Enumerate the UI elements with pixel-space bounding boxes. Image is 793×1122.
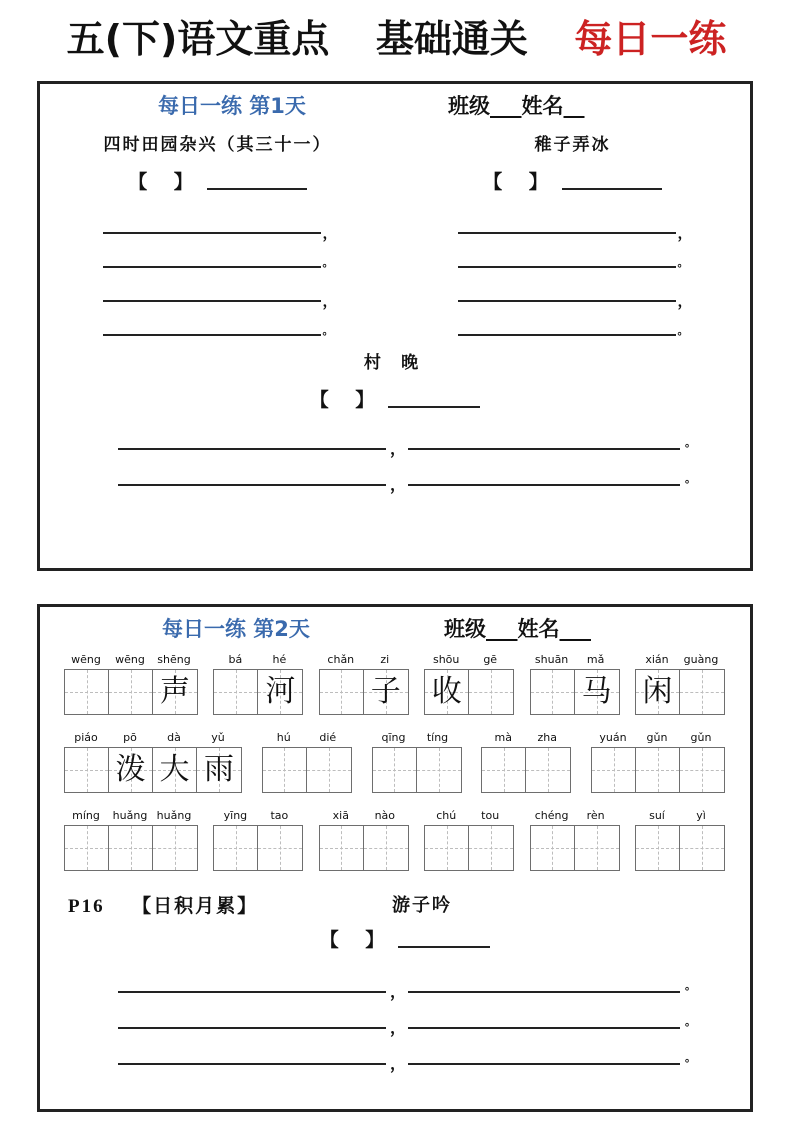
answer-line-wide[interactable]: [40, 1037, 750, 1073]
pinyin-row: [213, 805, 303, 822]
line-punctuation-end: 。: [685, 436, 696, 449]
tianzige-cell-empty[interactable]: [65, 748, 109, 792]
word-group: [213, 805, 303, 871]
pinyin-row: [424, 649, 514, 666]
grid-guide-horizontal: [531, 692, 574, 693]
grid-guide-vertical: [552, 826, 553, 870]
word-group: [64, 649, 198, 715]
answer-rule[interactable]: [103, 300, 321, 302]
pinyin-grid-row-2: [40, 727, 750, 803]
line-punctuation-mid: ，: [390, 982, 407, 1001]
grid-guide-vertical: [341, 826, 342, 870]
pinyin-row: [319, 805, 409, 822]
tianzige-cell-empty[interactable]: [482, 748, 526, 792]
line-punctuation-mid: ，: [390, 475, 407, 494]
tianzige-cell-empty[interactable]: [109, 670, 153, 714]
pinyin-syllable: gē: [483, 653, 498, 666]
pinyin-row: [213, 649, 303, 666]
line-punctuation-mid: ，: [390, 1018, 407, 1037]
answer-rule-right[interactable]: [408, 991, 680, 993]
answer-rule-right[interactable]: [408, 484, 680, 486]
grid-guide-vertical: [284, 748, 285, 792]
tianzige-grid: [319, 669, 409, 715]
tianzige-cell-empty[interactable]: [320, 670, 364, 714]
grid-guide-vertical: [386, 826, 387, 870]
answer-rule-right[interactable]: [408, 448, 680, 450]
pinyin-row: [64, 805, 198, 822]
answer-line[interactable]: [99, 274, 337, 308]
line-punctuation-end: 。: [685, 472, 696, 485]
answer-rule-left[interactable]: [118, 448, 386, 450]
tianzige-grid: [530, 825, 620, 871]
pinyin-syllable: huǎng: [112, 809, 148, 822]
grid-guide-vertical: [236, 670, 237, 714]
character-glyph: 大: [159, 753, 190, 786]
grid-guide-horizontal: [320, 692, 363, 693]
dynasty-bracket[interactable]: 【 】: [319, 929, 395, 951]
grid-guide-vertical: [131, 826, 132, 870]
line-punctuation-end: 。: [685, 1015, 696, 1028]
tianzige-cell-empty[interactable]: [680, 748, 724, 792]
day2-class-name-field[interactable]: 班级___姓名___: [444, 617, 591, 641]
tianzige-cell-filled[interactable]: [153, 748, 197, 792]
tianzige-grid: [64, 669, 198, 715]
accumulate-author-row: [40, 925, 750, 955]
pinyin-syllable: qīng: [381, 731, 406, 744]
line-punctuation: ，: [677, 224, 693, 242]
page-number-label: P16: [68, 896, 105, 917]
grid-guide-horizontal: [482, 770, 525, 771]
poem-title: 游子吟: [392, 895, 452, 915]
tianzige-cell-empty[interactable]: [417, 748, 461, 792]
grid-guide-vertical: [658, 826, 659, 870]
grid-guide-vertical: [702, 826, 703, 870]
pinyin-syllable: hé: [272, 653, 287, 666]
pinyin-syllable: dà: [167, 731, 181, 744]
grid-guide-horizontal: [531, 848, 574, 849]
pinyin-syllable: yīng: [223, 809, 248, 822]
tianzige-grid: [64, 747, 242, 793]
accumulate-answer-lines: [40, 965, 750, 1073]
grid-guide-horizontal: [263, 770, 306, 771]
pinyin-grid-row-1: [40, 649, 750, 725]
pinyin-row: [530, 649, 620, 666]
pinyin-syllable: xiā: [332, 809, 349, 822]
day1-poem-center: [40, 348, 750, 412]
pinyin-syllable: xián: [645, 653, 669, 666]
grid-guide-horizontal: [214, 692, 257, 693]
answer-rule[interactable]: [458, 266, 676, 268]
day1-header: [40, 90, 750, 124]
grid-guide-horizontal: [417, 770, 461, 771]
pinyin-syllable: yì: [696, 809, 706, 822]
word-group: [319, 649, 409, 715]
tianzige-cell-empty[interactable]: [575, 826, 619, 870]
grid-guide-horizontal: [153, 848, 197, 849]
pinyin-syllable: míng: [72, 809, 100, 822]
answer-rule[interactable]: [103, 334, 321, 336]
pinyin-row: [635, 649, 725, 666]
line-punctuation-end: 。: [685, 979, 696, 992]
tianzige-cell-empty[interactable]: [373, 748, 417, 792]
word-group: [530, 805, 620, 871]
grid-guide-horizontal: [65, 848, 108, 849]
character-glyph: 子: [370, 675, 401, 708]
pinyin-syllable: chú: [436, 809, 457, 822]
poem-title: 四时田园杂兴（其三十一）: [103, 135, 332, 154]
pinyin-row: [372, 727, 462, 744]
pinyin-row: [64, 649, 198, 666]
pinyin-syllable: gǔn: [646, 731, 668, 744]
poem-author-row: [395, 167, 750, 194]
grid-guide-horizontal: [109, 692, 152, 693]
pinyin-syllable: rèn: [586, 809, 605, 822]
grid-guide-vertical: [702, 748, 703, 792]
line-punctuation: ，: [322, 224, 338, 242]
grid-guide-vertical: [131, 670, 132, 714]
grid-guide-vertical: [548, 748, 549, 792]
pinyin-row: [262, 727, 352, 744]
answer-line[interactable]: [99, 308, 337, 342]
pinyin-syllable: tíng: [426, 731, 449, 744]
tianzige-cell-empty[interactable]: [214, 670, 258, 714]
tianzige-cell-empty[interactable]: [680, 826, 724, 870]
grid-guide-horizontal: [526, 770, 570, 771]
tianzige-cell-empty[interactable]: [109, 826, 153, 870]
line-punctuation-end: 。: [685, 1051, 696, 1064]
answer-line[interactable]: [99, 240, 337, 274]
line-punctuation: ，: [677, 292, 693, 310]
character-glyph: 河: [265, 675, 296, 708]
grid-guide-horizontal: [320, 848, 363, 849]
grid-guide-vertical: [280, 826, 281, 870]
pinyin-syllable: wēng: [71, 653, 101, 666]
character-glyph: 泼: [115, 753, 146, 786]
word-group: [64, 727, 242, 793]
tianzige-cell-empty[interactable]: [258, 826, 302, 870]
tianzige-grid: [530, 669, 620, 715]
tianzige-cell-filled[interactable]: [153, 670, 197, 714]
grid-guide-horizontal: [258, 848, 302, 849]
pinyin-syllable: suí: [649, 809, 665, 822]
grid-guide-horizontal: [636, 770, 679, 771]
answer-rule[interactable]: [103, 266, 321, 268]
answer-rule[interactable]: [458, 334, 676, 336]
character-glyph: 声: [160, 675, 190, 708]
poem-author-row: [40, 385, 750, 412]
tianzige-cell-empty[interactable]: [320, 826, 364, 870]
word-group: [424, 649, 514, 715]
dynasty-bracket[interactable]: 【 】: [309, 389, 385, 411]
answer-line[interactable]: [454, 308, 692, 342]
tianzige-cell-filled[interactable]: [258, 670, 302, 714]
tianzige-grid: [635, 825, 725, 871]
tianzige-grid: [481, 747, 571, 793]
pinyin-syllable: yuán: [599, 731, 627, 744]
pinyin-row: [635, 805, 725, 822]
answer-rule-right[interactable]: [408, 1027, 680, 1029]
answer-line-wide[interactable]: [40, 458, 750, 494]
author-blank-line[interactable]: [388, 391, 480, 408]
author-blank-line[interactable]: [207, 173, 307, 190]
pinyin-row: [530, 805, 620, 822]
answer-rule[interactable]: [458, 232, 676, 234]
day2-title-label: 每日一练 第2天: [162, 617, 310, 641]
character-glyph: 闲: [642, 675, 673, 708]
word-group: [213, 649, 303, 715]
tianzige-cell-empty[interactable]: [65, 826, 109, 870]
tianzige-grid: [424, 825, 514, 871]
grid-guide-horizontal: [469, 848, 513, 849]
grid-guide-horizontal: [592, 770, 635, 771]
grid-guide-horizontal: [636, 848, 679, 849]
tianzige-cell-empty[interactable]: [364, 826, 408, 870]
pinyin-syllable: shōu: [432, 653, 460, 666]
grid-guide-vertical: [439, 748, 440, 792]
grid-guide-vertical: [394, 748, 395, 792]
pinyin-syllable: zha: [537, 731, 557, 744]
poem-answer-lines: [40, 206, 395, 342]
grid-guide-vertical: [175, 826, 176, 870]
word-group: [424, 805, 514, 871]
page-title-part-1: 五(下)语文重点: [66, 17, 330, 61]
answer-rule[interactable]: [103, 232, 321, 234]
grid-guide-horizontal: [307, 770, 351, 771]
tianzige-cell-empty[interactable]: [526, 748, 570, 792]
word-group: [591, 727, 725, 793]
pinyin-syllable: wēng: [115, 653, 145, 666]
word-group: [372, 727, 462, 793]
line-punctuation-mid: ，: [390, 1054, 407, 1073]
day1-poem-left: [40, 130, 395, 342]
tianzige-grid: [424, 669, 514, 715]
answer-rule-left[interactable]: [118, 1027, 386, 1029]
grid-guide-vertical: [658, 748, 659, 792]
character-glyph: 马: [581, 675, 612, 708]
tianzige-cell-filled[interactable]: [109, 748, 153, 792]
grid-guide-vertical: [341, 670, 342, 714]
grid-guide-horizontal: [575, 848, 619, 849]
poem-title: 稚子弄冰: [534, 135, 611, 154]
day1-poem-right: [395, 130, 750, 342]
tianzige-grid: [213, 669, 303, 715]
pinyin-syllable: hú: [276, 731, 291, 744]
grid-guide-horizontal: [65, 692, 108, 693]
grid-guide-horizontal: [425, 848, 468, 849]
answer-line[interactable]: [454, 206, 692, 240]
tianzige-cell-empty[interactable]: [214, 826, 258, 870]
answer-line-wide[interactable]: [40, 1001, 750, 1037]
pinyin-syllable: chǎn: [327, 653, 355, 666]
pinyin-row: [64, 727, 242, 744]
pinyin-syllable: tao: [270, 809, 289, 822]
tianzige-cell-empty[interactable]: [425, 826, 469, 870]
pinyin-row: [319, 649, 409, 666]
tianzige-cell-filled[interactable]: [575, 670, 619, 714]
word-group: [635, 805, 725, 871]
tianzige-cell-empty[interactable]: [65, 670, 109, 714]
tianzige-grid: [635, 669, 725, 715]
answer-line-wide[interactable]: [40, 422, 750, 458]
pinyin-row: [481, 727, 571, 744]
character-glyph: 收: [431, 675, 462, 708]
dynasty-bracket[interactable]: 【 】: [483, 171, 558, 193]
pinyin-syllable: zi: [380, 653, 390, 666]
grid-guide-vertical: [597, 826, 598, 870]
tianzige-cell-empty[interactable]: [636, 748, 680, 792]
grid-guide-vertical: [614, 748, 615, 792]
grid-guide-vertical: [702, 670, 703, 714]
line-punctuation: 。: [677, 256, 689, 269]
grid-guide-vertical: [447, 826, 448, 870]
tianzige-cell-empty[interactable]: [592, 748, 636, 792]
pinyin-syllable: yǔ: [211, 731, 225, 744]
day2-header: [40, 613, 750, 647]
tianzige-grid: [319, 825, 409, 871]
line-punctuation-mid: ，: [390, 439, 407, 458]
line-punctuation: 。: [677, 324, 689, 337]
accumulate-section-header: [40, 891, 750, 925]
grid-guide-vertical: [504, 748, 505, 792]
tianzige-cell-empty[interactable]: [307, 748, 351, 792]
answer-line[interactable]: [454, 240, 692, 274]
pinyin-row: [591, 727, 725, 744]
worksheet-box-day1: [37, 81, 753, 571]
tianzige-cell-empty[interactable]: [469, 826, 513, 870]
pinyin-syllable: mǎ: [586, 653, 605, 666]
word-group: [319, 805, 409, 871]
page-title-part-2: 基础通关: [375, 17, 528, 61]
poem-author-row: [40, 167, 395, 194]
answer-rule-left[interactable]: [118, 1063, 386, 1065]
pinyin-syllable: bá: [228, 653, 243, 666]
pinyin-grid-row-3: [40, 805, 750, 881]
grid-guide-horizontal: [469, 692, 513, 693]
pinyin-syllable: shuān: [534, 653, 569, 666]
tianzige-grid: [262, 747, 352, 793]
tianzige-cell-filled[interactable]: [364, 670, 408, 714]
pinyin-syllable: piáo: [74, 731, 98, 744]
pinyin-row: [424, 805, 514, 822]
pinyin-syllable: mà: [494, 731, 512, 744]
section-label: 【日积月累】: [132, 896, 259, 917]
tianzige-cell-empty[interactable]: [636, 826, 680, 870]
tianzige-grid: [372, 747, 462, 793]
poem-title: 村 晚: [363, 353, 427, 372]
tianzige-cell-filled[interactable]: [197, 748, 241, 792]
grid-guide-vertical: [87, 748, 88, 792]
answer-rule-right[interactable]: [408, 1063, 680, 1065]
grid-guide-horizontal: [680, 770, 724, 771]
answer-rule-left[interactable]: [118, 484, 386, 486]
tianzige-cell-filled[interactable]: [636, 670, 680, 714]
pinyin-syllable: gǔn: [690, 731, 712, 744]
pinyin-syllable: shēng: [157, 653, 191, 666]
pinyin-syllable: dié: [319, 731, 337, 744]
pinyin-syllable: nào: [374, 809, 396, 822]
tianzige-grid: [591, 747, 725, 793]
author-blank-line[interactable]: [562, 173, 662, 190]
word-group: [635, 649, 725, 715]
pinyin-syllable: chéng: [534, 809, 569, 822]
answer-line-wide[interactable]: [40, 965, 750, 1001]
answer-line[interactable]: [454, 274, 692, 308]
day1-class-name-field[interactable]: 班级___姓名__: [448, 94, 585, 118]
tianzige-grid: [64, 825, 198, 871]
word-group: [481, 727, 571, 793]
day1-title-label: 每日一练 第1天: [158, 94, 306, 118]
line-punctuation: ，: [322, 292, 338, 310]
pinyin-syllable: pō: [123, 731, 137, 744]
tianzige-cell-empty[interactable]: [680, 670, 724, 714]
worksheet-box-day2: [37, 604, 753, 1112]
tianzige-cell-empty[interactable]: [263, 748, 307, 792]
answer-line[interactable]: [99, 206, 337, 240]
grid-guide-horizontal: [364, 848, 408, 849]
tianzige-cell-empty[interactable]: [531, 670, 575, 714]
pinyin-syllable: guàng: [683, 653, 719, 666]
tianzige-grid: [213, 825, 303, 871]
grid-guide-vertical: [491, 670, 492, 714]
grid-guide-vertical: [491, 826, 492, 870]
grid-guide-vertical: [87, 826, 88, 870]
line-punctuation: 。: [322, 324, 334, 337]
grid-guide-horizontal: [373, 770, 416, 771]
character-glyph: 雨: [204, 753, 234, 786]
author-blank-line[interactable]: [398, 931, 490, 948]
pinyin-syllable: huǎng: [156, 809, 192, 822]
accumulate-label: [68, 891, 258, 918]
pinyin-syllable: tou: [481, 809, 500, 822]
tianzige-cell-empty[interactable]: [469, 670, 513, 714]
tianzige-cell-filled[interactable]: [425, 670, 469, 714]
day1-center-answer-lines: [40, 422, 750, 494]
tianzige-cell-empty[interactable]: [153, 826, 197, 870]
grid-guide-vertical: [87, 670, 88, 714]
tianzige-cell-empty[interactable]: [531, 826, 575, 870]
dynasty-bracket[interactable]: 【 】: [128, 171, 203, 193]
line-punctuation: 。: [322, 256, 334, 269]
grid-guide-horizontal: [680, 692, 724, 693]
poem-answer-lines: [395, 206, 750, 342]
word-group: [64, 805, 198, 871]
answer-rule-left[interactable]: [118, 991, 386, 993]
grid-guide-vertical: [552, 670, 553, 714]
page-title: [0, 16, 793, 62]
day1-poem-columns: [40, 130, 750, 342]
word-group: [262, 727, 352, 793]
answer-rule[interactable]: [458, 300, 676, 302]
grid-guide-horizontal: [109, 848, 152, 849]
page-title-part-3: 每日一练: [574, 17, 727, 61]
grid-guide-horizontal: [680, 848, 724, 849]
grid-guide-horizontal: [214, 848, 257, 849]
grid-guide-vertical: [236, 826, 237, 870]
word-group: [530, 649, 620, 715]
grid-guide-horizontal: [65, 770, 108, 771]
grid-guide-vertical: [329, 748, 330, 792]
